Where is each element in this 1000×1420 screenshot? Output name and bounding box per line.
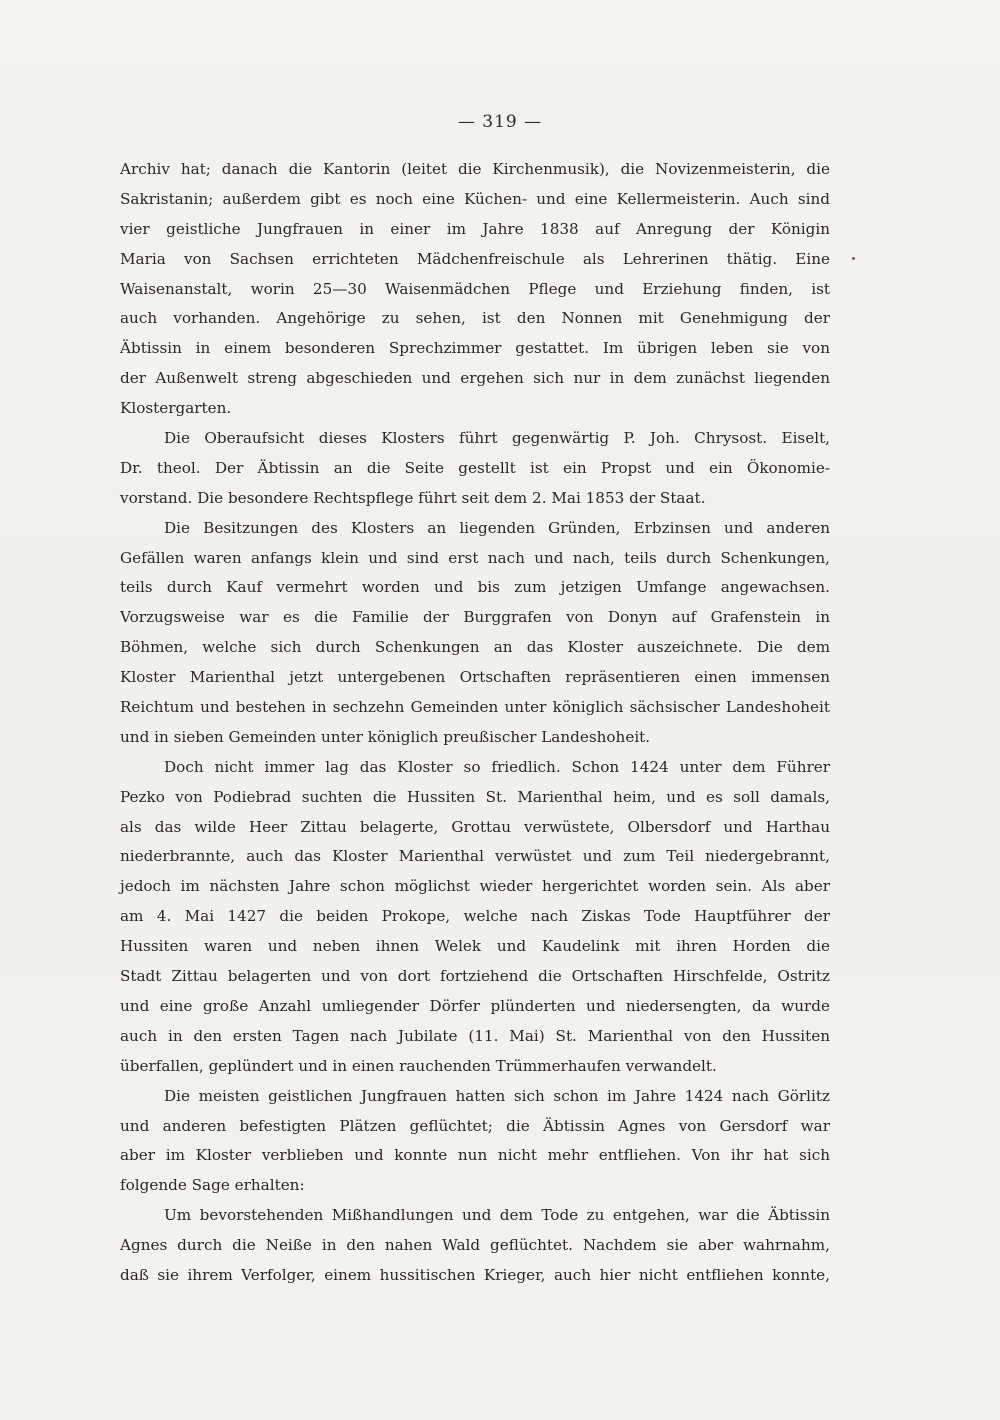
body-text [120, 155, 830, 1291]
text-line: niederbrannte, auch das Kloster Marienthal verwüstet und zum Teil niedergebrannt, [120, 847, 830, 866]
margin-mark [852, 257, 855, 260]
text-line: Sakristanin; außerdem gibt es noch eine Küchen- und eine Kellermeisterin. Auch sind [120, 189, 830, 208]
text-line: Die meisten geistlichen Jungfrauen hatten sich schon im Jahre 1424 nach Görlitz [164, 1086, 830, 1105]
text-line: Gefällen waren anfangs klein und sind erst nach und nach, teils durch Schenkungen, [120, 548, 830, 567]
text-line: überfallen, geplündert und in einen rauchenden Trümmerhaufen verwandelt. [120, 1056, 717, 1075]
text-line: auch vorhanden. Angehörige zu sehen, ist den Nonnen mit Genehmigung der [120, 309, 830, 328]
text-line: Die Besitzungen des Klosters an liegenden Gründen, Erbzinsen und anderen [164, 518, 830, 537]
text-line: Böhmen, welche sich durch Schenkungen an das Kloster auszeichnete. Die dem [120, 638, 830, 657]
text-line: am 4. Mai 1427 die beiden Prokope, welche nach Ziskas Tode Hauptführer der [120, 907, 830, 926]
text-line: Waisenanstalt, worin 25—30 Waisenmädchen Pflege und Erziehung finden, ist [120, 279, 830, 298]
text-line: Äbtissin in einem besonderen Sprechzimmer gestattet. Im übrigen leben sie von [120, 339, 830, 358]
text-line: Agnes durch die Neiße in den nahen Wald geflüchtet. Nachdem sie aber wahrnahm, [120, 1236, 830, 1255]
text-line: jedoch im nächsten Jahre schon möglichst wieder hergerichtet worden sein. Als aber [120, 877, 830, 896]
text-line: Vorzugsweise war es die Familie der Burggrafen von Donyn auf Grafenstein in [120, 608, 830, 627]
text-line: Kloster Marienthal jetzt untergebenen Ortschaften repräsentieren einen immensen [120, 668, 830, 687]
text-line: folgende Sage erhalten: [120, 1176, 305, 1195]
text-line: Dr. theol. Der Äbtissin an die Seite gestellt ist ein Propst und ein Ökonomie- [120, 458, 830, 477]
text-line: und in sieben Gemeinden unter königlich preußischer Landeshoheit. [120, 727, 651, 746]
text-line: auch in den ersten Tagen nach Jubilate (11. Mai) St. Marienthal von den Hussiten [120, 1026, 830, 1045]
text-line: vorstand. Die besondere Rechtspflege führt seit dem 2. Mai 1853 der Staat. [120, 488, 706, 507]
text-line: vier geistliche Jungfrauen in einer im Jahre 1838 auf Anregung der Königin [120, 219, 830, 238]
text-line: Hussiten waren und neben ihnen Welek und Kaudelink mit ihren Horden die [120, 937, 830, 956]
page-number: — 319 — [457, 112, 543, 132]
text-line: Pezko von Podiebrad suchten die Hussiten St. Marienthal heim, und es soll damals, [120, 787, 830, 806]
text-line: Stadt Zittau belagerten und von dort fortziehend die Ortschaften Hirschfelde, Ostritz [120, 967, 830, 986]
text-line: Um bevorstehenden Mißhandlungen und dem Tode zu entgehen, war die Äbtissin [164, 1206, 830, 1225]
text-line: als das wilde Heer Zittau belagerte, Grottau verwüstete, Olbersdorf und Harthau [120, 817, 830, 836]
text-line: Archiv hat; danach die Kantorin (leitet die Kirchenmusik), die Novizenmeisterin, die [120, 160, 830, 178]
text-line: Die Oberaufsicht dieses Klosters führt gegenwärtig P. Joh. Chrysost. Eiselt, [164, 429, 830, 448]
text-line: daß sie ihrem Verfolger, einem hussitischen Krieger, auch hier nicht entfliehen konnte, [120, 1265, 830, 1284]
text-line: Doch nicht immer lag das Kloster so friedlich. Schon 1424 unter dem Führer [164, 757, 830, 776]
text-line: aber im Kloster verblieben und konnte nun nicht mehr entfliehen. Von ihr hat sich [120, 1146, 830, 1165]
text-line: und anderen befestigten Plätzen geflüchtet; die Äbtissin Agnes von Gersdorf war [120, 1116, 830, 1135]
text-line: teils durch Kauf vermehrt worden und bis zum jetzigen Umfange angewachsen. [120, 578, 830, 597]
text-line: Maria von Sachsen errichteten Mädchenfreischule als Lehrerinen thätig. Eine [120, 249, 830, 268]
text-line: der Außenwelt streng abgeschieden und ergehen sich nur in dem zunächst liegenden [120, 369, 830, 388]
text-line: und eine große Anzahl umliegender Dörfer plünderten und niedersengten, da wurde [120, 996, 830, 1015]
text-line: Klostergarten. [120, 399, 232, 418]
text-line: Reichtum und bestehen in sechzehn Gemeinden unter königlich sächsischer Landeshoheit [120, 698, 830, 717]
